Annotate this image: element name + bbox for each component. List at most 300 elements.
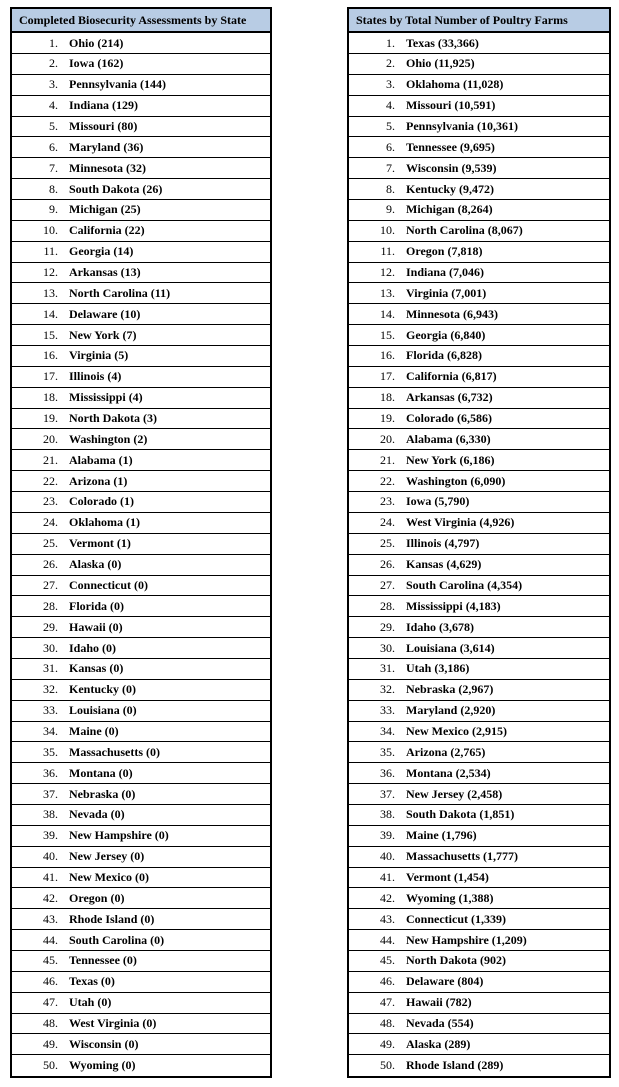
table-row — [348, 888, 610, 909]
state-entry: Wisconsin (0) — [69, 1036, 139, 1051]
table-row — [348, 471, 610, 492]
table-cell — [11, 54, 271, 75]
state-entry: South Carolina (0) — [69, 932, 165, 947]
table-cell — [348, 867, 610, 888]
table-cell — [11, 721, 271, 742]
state-entry: Iowa (162) — [69, 56, 124, 71]
table-cell — [348, 1013, 610, 1034]
table-cell — [348, 992, 610, 1013]
table-cell — [11, 992, 271, 1013]
state-entry: Colorado (1) — [69, 494, 134, 509]
state-entry: Florida (6,828) — [406, 348, 482, 363]
table-cell — [11, 450, 271, 471]
state-entry: West Virginia (0) — [69, 1015, 157, 1030]
state-entry: Utah (0) — [69, 995, 112, 1010]
state-entry: Idaho (3,678) — [406, 619, 475, 634]
table-row — [11, 179, 271, 200]
table-cell — [11, 512, 271, 533]
state-entry: Iowa (5,790) — [406, 494, 470, 509]
table-cell — [348, 304, 610, 325]
table-row — [11, 721, 271, 742]
table-row — [11, 846, 271, 867]
table-cell — [11, 471, 271, 492]
rank-number: 28. — [43, 598, 58, 613]
rank-number: 45. — [380, 953, 395, 968]
table-row — [348, 721, 610, 742]
table-cell — [348, 366, 610, 387]
table-row — [348, 742, 610, 763]
rank-number: 36. — [43, 765, 58, 780]
table-cell — [348, 846, 610, 867]
state-entry: Missouri (80) — [69, 119, 138, 134]
rank-number: 33. — [43, 703, 58, 718]
state-entry: Louisiana (3,614) — [406, 640, 495, 655]
table-cell — [348, 971, 610, 992]
state-entry: Illinois (4,797) — [406, 536, 480, 551]
table-row — [11, 450, 271, 471]
table-cell — [11, 971, 271, 992]
table-cell — [11, 950, 271, 971]
state-entry: Ohio (214) — [69, 35, 124, 50]
state-entry: New Hampshire (1,209) — [406, 932, 527, 947]
rank-number: 1. — [386, 35, 395, 50]
table-cell — [11, 158, 271, 179]
state-entry: Mississippi (4) — [69, 390, 143, 405]
rank-number: 1. — [49, 35, 58, 50]
table-cell — [348, 533, 610, 554]
rank-number: 24. — [43, 515, 58, 530]
table-header-row — [348, 8, 610, 32]
table-row — [11, 971, 271, 992]
table-cell — [348, 179, 610, 200]
biosecurity-assessments-table — [10, 7, 272, 1078]
table-cell — [11, 241, 271, 262]
state-entry: Massachusetts (0) — [69, 744, 160, 759]
rank-number: 42. — [380, 890, 395, 905]
table-cell — [11, 888, 271, 909]
rank-number: 11. — [380, 244, 395, 259]
table-cell — [348, 54, 610, 75]
table-cell — [348, 408, 610, 429]
table-cell — [11, 429, 271, 450]
table-row — [11, 950, 271, 971]
table-row — [348, 304, 610, 325]
rank-number: 41. — [380, 869, 395, 884]
biosecurity-assessments-table-title: Completed Biosecurity Assessments by State — [11, 8, 271, 32]
table-row — [348, 679, 610, 700]
table-cell — [348, 492, 610, 513]
table-row — [348, 512, 610, 533]
table-cell — [348, 950, 610, 971]
table-row — [348, 909, 610, 930]
table-row — [11, 387, 271, 408]
rank-number: 40. — [43, 849, 58, 864]
rank-number: 41. — [43, 869, 58, 884]
table-row — [348, 784, 610, 805]
rank-number: 15. — [380, 327, 395, 342]
table-cell — [11, 74, 271, 95]
state-entry: Kansas (4,629) — [406, 557, 482, 572]
rank-number: 22. — [43, 473, 58, 488]
table-row — [348, 95, 610, 116]
state-entry: Rhode Island (289) — [406, 1058, 504, 1073]
table-row — [348, 450, 610, 471]
table-cell — [348, 825, 610, 846]
rank-number: 4. — [49, 98, 58, 113]
rank-number: 21. — [43, 452, 58, 467]
table-row — [11, 867, 271, 888]
table-row — [348, 408, 610, 429]
state-entry: Maryland (36) — [69, 139, 144, 154]
table-cell — [11, 617, 271, 638]
table-row — [11, 930, 271, 951]
table-row — [348, 387, 610, 408]
state-entry: North Carolina (8,067) — [406, 223, 523, 238]
table-cell — [348, 679, 610, 700]
state-entry: Texas (0) — [69, 974, 115, 989]
rank-number: 34. — [43, 723, 58, 738]
table-cell — [348, 450, 610, 471]
state-entry: South Dakota (26) — [69, 181, 163, 196]
table-cell — [348, 95, 610, 116]
state-entry: Delaware (10) — [69, 306, 141, 321]
table-cell — [11, 262, 271, 283]
table-row — [348, 596, 610, 617]
table-row — [11, 575, 271, 596]
table-cell — [11, 387, 271, 408]
state-entry: Michigan (25) — [69, 202, 141, 217]
state-entry: Delaware (804) — [406, 974, 484, 989]
rank-number: 14. — [380, 306, 395, 321]
table-row — [11, 304, 271, 325]
rank-number: 4. — [386, 98, 395, 113]
table-cell — [348, 784, 610, 805]
state-entry: Minnesota (6,943) — [406, 306, 498, 321]
state-entry: California (22) — [69, 223, 145, 238]
rank-number: 47. — [380, 995, 395, 1010]
state-entry: Pennsylvania (10,361) — [406, 119, 519, 134]
table-cell — [348, 200, 610, 221]
state-entry: Georgia (6,840) — [406, 327, 486, 342]
table-row — [348, 763, 610, 784]
rank-number: 15. — [43, 327, 58, 342]
table-row — [348, 220, 610, 241]
table-row — [348, 32, 610, 54]
state-entry: Michigan (8,264) — [406, 202, 493, 217]
rank-number: 14. — [43, 306, 58, 321]
table-row — [348, 950, 610, 971]
table-cell — [11, 658, 271, 679]
table-cell — [348, 387, 610, 408]
state-entry: Vermont (1,454) — [406, 869, 489, 884]
table-cell — [348, 220, 610, 241]
state-entry: Minnesota (32) — [69, 160, 146, 175]
table-row — [348, 429, 610, 450]
state-entry: Nebraska (2,967) — [406, 682, 494, 697]
rank-number: 24. — [380, 515, 395, 530]
table-row — [348, 158, 610, 179]
state-entry: Alaska (0) — [69, 557, 122, 572]
rank-number: 49. — [43, 1036, 58, 1051]
table-cell — [11, 679, 271, 700]
state-entry: Hawaii (782) — [406, 995, 472, 1010]
table-row — [11, 825, 271, 846]
rank-number: 13. — [380, 285, 395, 300]
state-entry: Oklahoma (1) — [69, 515, 141, 530]
state-entry: Arkansas (6,732) — [406, 390, 493, 405]
state-entry: Ohio (11,925) — [406, 56, 475, 71]
rank-number: 3. — [49, 77, 58, 92]
rank-number: 35. — [380, 744, 395, 759]
table-cell — [11, 283, 271, 304]
rank-number: 9. — [386, 202, 395, 217]
rank-number: 45. — [43, 953, 58, 968]
rank-number: 6. — [49, 139, 58, 154]
table-row — [11, 32, 271, 54]
table-row — [11, 325, 271, 346]
state-entry: Montana (2,534) — [406, 765, 491, 780]
table-row — [348, 1055, 610, 1077]
rank-number: 8. — [49, 181, 58, 196]
poultry-farms-table-title: States by Total Number of Poultry Farms — [348, 8, 610, 32]
rank-number: 13. — [43, 285, 58, 300]
table-row — [11, 408, 271, 429]
table-cell — [348, 617, 610, 638]
state-entry: Maine (1,796) — [406, 828, 477, 843]
rank-number: 12. — [43, 265, 58, 280]
table-row — [11, 158, 271, 179]
table-row — [348, 346, 610, 367]
rank-number: 2. — [386, 56, 395, 71]
table-row — [348, 74, 610, 95]
table-row — [11, 54, 271, 75]
rank-number: 18. — [380, 390, 395, 405]
rank-number: 43. — [380, 911, 395, 926]
state-entry: New Jersey (0) — [69, 849, 145, 864]
rank-number: 7. — [49, 160, 58, 175]
table-cell — [348, 262, 610, 283]
state-entry: Colorado (6,586) — [406, 411, 492, 426]
table-row — [11, 638, 271, 659]
table-cell — [11, 763, 271, 784]
table-row — [11, 1013, 271, 1034]
state-entry: Nebraska (0) — [69, 786, 136, 801]
table-row — [348, 846, 610, 867]
state-entry: Maryland (2,920) — [406, 703, 496, 718]
state-entry: New Mexico (2,915) — [406, 723, 507, 738]
table-cell — [11, 575, 271, 596]
state-entry: Kansas (0) — [69, 661, 124, 676]
table-row — [348, 700, 610, 721]
table-cell — [348, 512, 610, 533]
table-row — [348, 200, 610, 221]
rank-number: 5. — [49, 119, 58, 134]
table-cell — [11, 867, 271, 888]
table-header-row — [11, 8, 271, 32]
state-entry: Tennessee (0) — [69, 953, 137, 968]
state-entry: Indiana (7,046) — [406, 265, 485, 280]
rank-number: 28. — [380, 598, 395, 613]
table-cell — [11, 554, 271, 575]
table-row — [11, 471, 271, 492]
rank-number: 30. — [380, 640, 395, 655]
state-entry: New Hampshire (0) — [69, 828, 169, 843]
state-entry: Utah (3,186) — [406, 661, 470, 676]
table-cell — [348, 763, 610, 784]
table-row — [348, 241, 610, 262]
state-entry: Florida (0) — [69, 598, 124, 613]
rank-number: 7. — [386, 160, 395, 175]
rank-number: 29. — [43, 619, 58, 634]
rank-number: 36. — [380, 765, 395, 780]
state-entry: Connecticut (1,339) — [406, 911, 506, 926]
table-row — [11, 366, 271, 387]
state-entry: Arkansas (13) — [69, 265, 141, 280]
rank-number: 46. — [43, 974, 58, 989]
table-row — [11, 700, 271, 721]
table-row — [11, 784, 271, 805]
table-cell — [11, 492, 271, 513]
state-entry: Rhode Island (0) — [69, 911, 155, 926]
state-entry: Missouri (10,591) — [406, 98, 496, 113]
rank-number: 32. — [380, 682, 395, 697]
table-cell — [348, 742, 610, 763]
state-entry: North Dakota (3) — [69, 411, 157, 426]
table-cell — [11, 638, 271, 659]
table-cell — [11, 32, 271, 54]
table-cell — [348, 74, 610, 95]
table-cell — [11, 804, 271, 825]
rank-number: 17. — [380, 369, 395, 384]
table-row — [11, 262, 271, 283]
rank-number: 48. — [380, 1015, 395, 1030]
state-entry: Washington (6,090) — [406, 473, 506, 488]
state-entry: Oregon (0) — [69, 890, 125, 905]
state-entry: Vermont (1) — [69, 536, 131, 551]
state-entry: Hawaii (0) — [69, 619, 123, 634]
table-row — [348, 283, 610, 304]
table-cell — [348, 804, 610, 825]
table-row — [11, 116, 271, 137]
state-entry: Oregon (7,818) — [406, 244, 483, 259]
rank-number: 23. — [380, 494, 395, 509]
table-cell — [348, 137, 610, 158]
state-entry: Nevada (0) — [69, 807, 125, 822]
rank-number: 50. — [380, 1058, 395, 1073]
table-row — [348, 804, 610, 825]
rank-number: 37. — [43, 786, 58, 801]
rank-number: 39. — [380, 828, 395, 843]
table-cell — [348, 32, 610, 54]
table-cell — [348, 283, 610, 304]
rank-number: 22. — [380, 473, 395, 488]
table-row — [11, 1034, 271, 1055]
state-entry: Maine (0) — [69, 723, 119, 738]
table-row — [348, 617, 610, 638]
rank-number: 32. — [43, 682, 58, 697]
table-row — [11, 658, 271, 679]
state-entry: Idaho (0) — [69, 640, 117, 655]
table-row — [348, 492, 610, 513]
table-row — [348, 179, 610, 200]
table-cell — [348, 888, 610, 909]
rank-number: 34. — [380, 723, 395, 738]
state-entry: New York (7) — [69, 327, 137, 342]
table-row — [11, 992, 271, 1013]
table-cell — [348, 346, 610, 367]
state-entry: Illinois (4) — [69, 369, 122, 384]
table-row — [348, 658, 610, 679]
rank-number: 42. — [43, 890, 58, 905]
table-cell — [11, 596, 271, 617]
rank-number: 16. — [43, 348, 58, 363]
table-cell — [348, 721, 610, 742]
rank-number: 48. — [43, 1015, 58, 1030]
table-row — [11, 533, 271, 554]
rank-number: 44. — [380, 932, 395, 947]
state-entry: Alabama (1) — [69, 452, 133, 467]
table-cell — [11, 346, 271, 367]
rank-number: 39. — [43, 828, 58, 843]
table-row — [348, 137, 610, 158]
table-row — [11, 888, 271, 909]
table-row — [11, 346, 271, 367]
rank-number: 46. — [380, 974, 395, 989]
rank-number: 9. — [49, 202, 58, 217]
rank-number: 38. — [380, 807, 395, 822]
table-row — [11, 200, 271, 221]
state-entry: Texas (33,366) — [406, 35, 479, 50]
table-row — [348, 262, 610, 283]
table-row — [11, 220, 271, 241]
table-row — [11, 95, 271, 116]
table-cell — [348, 658, 610, 679]
rank-number: 8. — [386, 181, 395, 196]
poultry-farms-table — [347, 7, 611, 1078]
table-cell — [11, 1055, 271, 1077]
table-row — [11, 283, 271, 304]
table-cell — [348, 554, 610, 575]
state-entry: Wyoming (0) — [69, 1058, 136, 1073]
table-row — [11, 742, 271, 763]
state-entry: Louisiana (0) — [69, 703, 137, 718]
rank-number: 3. — [386, 77, 395, 92]
state-entry: Alaska (289) — [406, 1036, 471, 1051]
rank-number: 20. — [380, 431, 395, 446]
table-cell — [11, 179, 271, 200]
table-row — [348, 971, 610, 992]
state-entry: Wisconsin (9,539) — [406, 160, 497, 175]
rank-number: 12. — [380, 265, 395, 280]
table-cell — [348, 596, 610, 617]
rank-number: 11. — [43, 244, 58, 259]
table-cell — [11, 909, 271, 930]
table-cell — [348, 158, 610, 179]
rank-number: 29. — [380, 619, 395, 634]
table-row — [348, 638, 610, 659]
rank-number: 44. — [43, 932, 58, 947]
state-entry: Tennessee (9,695) — [406, 139, 495, 154]
table-row — [11, 679, 271, 700]
table-row — [348, 325, 610, 346]
state-entry: North Carolina (11) — [69, 285, 171, 300]
table-row — [11, 596, 271, 617]
table-cell — [11, 95, 271, 116]
rank-number: 26. — [380, 557, 395, 572]
table-cell — [348, 325, 610, 346]
state-entry: New York (6,186) — [406, 452, 495, 467]
state-entry: California (6,817) — [406, 369, 497, 384]
